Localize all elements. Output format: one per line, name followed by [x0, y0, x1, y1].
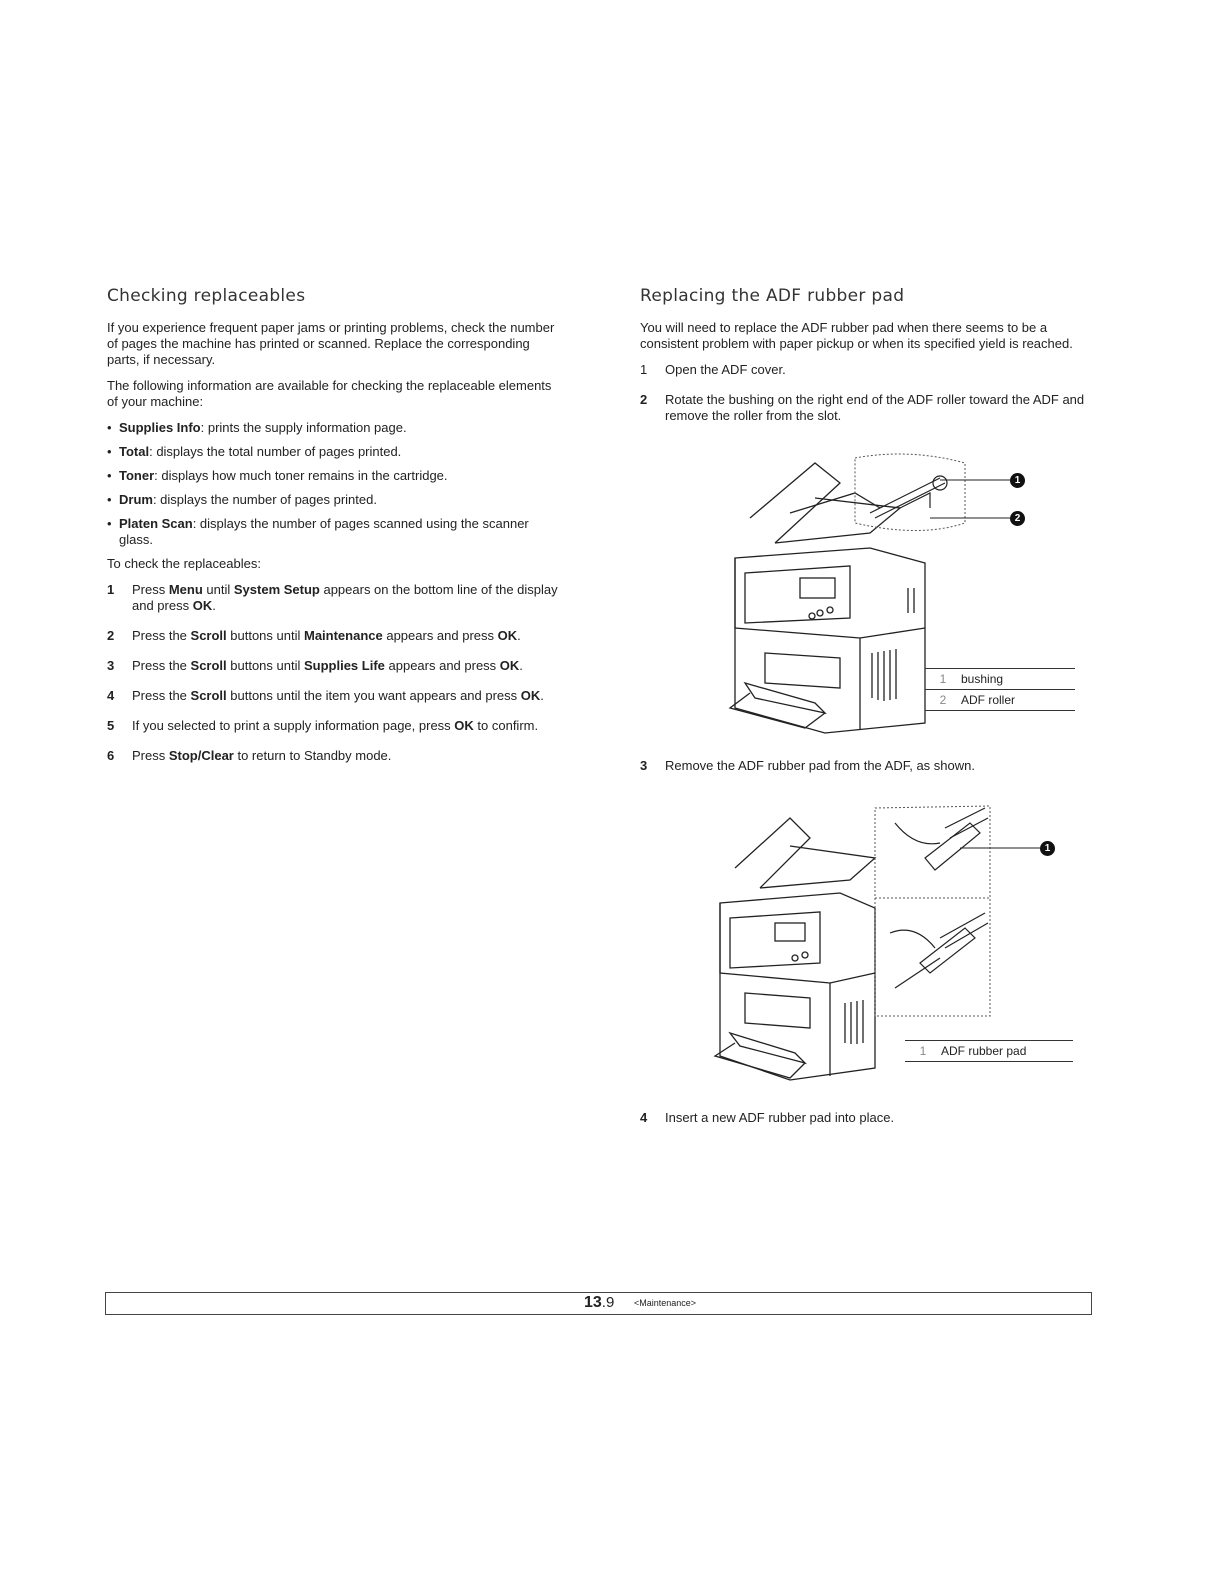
figure2-legend	[905, 1040, 1073, 1062]
page-number: 13.9	[584, 1294, 615, 1311]
step-item: 5 If you selected to print a supply information page, press OK to confirm.	[107, 718, 539, 733]
info-intro-paragraph: The following information are available for checking the replaceable elements of your machine:	[107, 378, 552, 409]
legend-row: 1 bushing	[925, 668, 1075, 690]
step-item: 3 Press the Scroll buttons until Supplies Life appears and press OK.	[107, 658, 523, 673]
step-item: 4 Press the Scroll buttons until the item you want appears and press OK.	[107, 688, 544, 703]
legend-row: 1 ADF rubber pad	[905, 1040, 1073, 1062]
step-item: 2 Rotate the bushing on the right end of the ADF roller toward the ADF and remove the roller from the slot.	[640, 392, 1085, 423]
callout-1: 1	[1010, 473, 1025, 488]
check-intro-paragraph: To check the replaceables:	[107, 556, 261, 571]
list-item: • Supplies Info: prints the supply information page.	[107, 420, 407, 435]
adf-steps-final	[640, 1110, 1095, 1126]
check-steps	[107, 582, 562, 764]
figure-remove-pad	[640, 788, 1095, 1088]
replaceables-list	[107, 420, 562, 548]
callout-2: 2	[1010, 511, 1025, 526]
step-item: 6 Press Stop/Clear to return to Standby mode.	[107, 748, 392, 763]
step-item: 1 Press Menu until System Setup appears on the bottom line of the display and press OK.	[107, 582, 558, 613]
right-column	[640, 286, 1095, 1140]
chapter-label: <Maintenance>	[634, 1298, 697, 1308]
list-item: • Toner: displays how much toner remains in the cartridge.	[107, 468, 448, 483]
adf-steps	[640, 362, 1095, 424]
step-item: 2 Press the Scroll buttons until Maintenance appears and press OK.	[107, 628, 521, 643]
intro-paragraph: If you experience frequent paper jams or printing problems, check the number of pages the machine has printed or scanned. Replace the corresponding parts, if necessary.	[107, 320, 555, 367]
legend-row: 2 ADF roller	[925, 690, 1075, 711]
intro-paragraph: You will need to replace the ADF rubber pad when there seems to be a consistent problem with paper pickup or when its specified yield is reached.	[640, 320, 1073, 351]
callout-1: 1	[1040, 841, 1055, 856]
step-item: 1 Open the ADF cover.	[640, 362, 786, 377]
adf-steps-cont	[640, 758, 1095, 774]
step-item: 3 Remove the ADF rubber pad from the ADF, as shown.	[640, 758, 975, 773]
figure1-legend	[925, 668, 1075, 711]
list-item: • Drum: displays the number of pages printed.	[107, 492, 377, 507]
page-footer	[105, 1292, 1092, 1315]
section-heading: Replacing the ADF rubber pad	[640, 286, 905, 306]
list-item: • Platen Scan: displays the number of pages scanned using the scanner glass.	[107, 516, 529, 547]
left-column	[107, 286, 562, 778]
section-heading: Checking replaceables	[107, 286, 306, 306]
list-item: • Total: displays the total number of pages printed.	[107, 444, 402, 459]
figure-remove-roller	[640, 438, 1095, 740]
step-item: 4 Insert a new ADF rubber pad into place.	[640, 1110, 895, 1125]
